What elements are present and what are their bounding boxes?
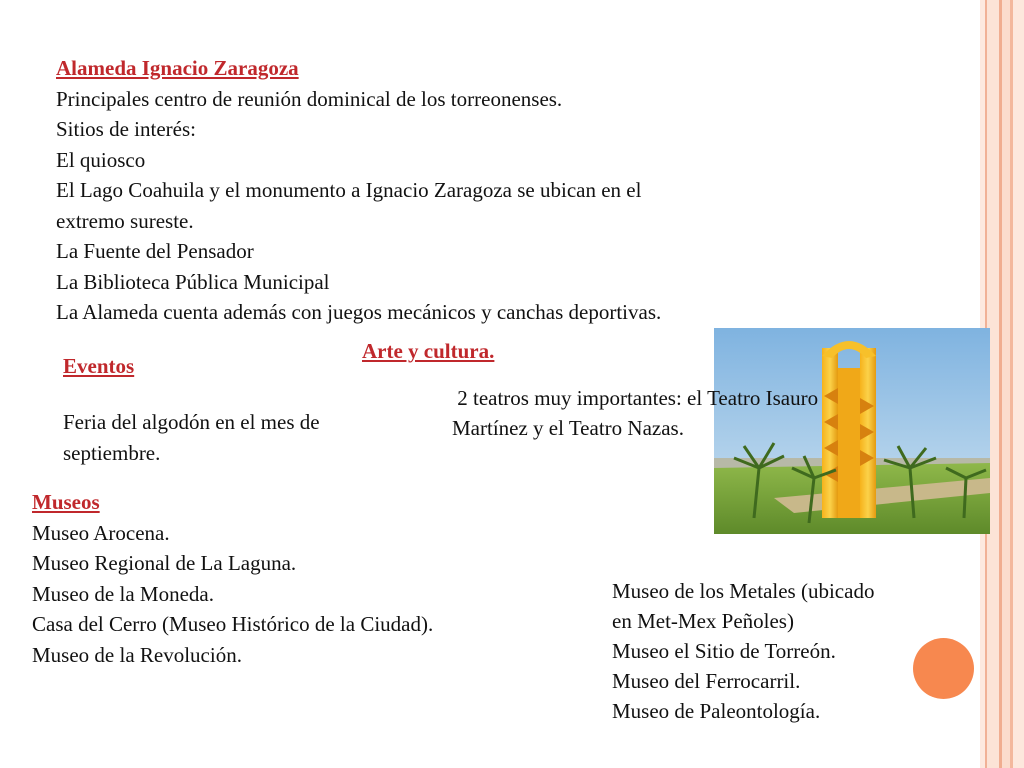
museo-item: Museo de la Revolución. [32,642,242,667]
arte-line: 2 teatros muy importantes: el Teatro Isauro [452,386,819,410]
arte-heading[interactable]: Arte y cultura. [362,339,495,363]
museo-item: Museo Arocena. [32,520,170,545]
eventos-body [63,407,320,468]
museo-item: Museo del Ferrocarril. [612,669,801,693]
museos-section [32,487,433,670]
eventos-line: septiembre. [63,440,161,465]
decorative-circle [913,638,974,699]
alameda-heading[interactable]: Alameda Ignacio Zaragoza [56,56,299,80]
museo-item: Museo Regional de La Laguna. [32,551,297,575]
alameda-section [56,53,661,328]
museos-extra-section [612,576,874,726]
eventos-heading-block [63,351,134,382]
arte-body [452,383,818,443]
alameda-line: Sitios de interés: [56,117,196,141]
alameda-line: El quiosco [56,147,146,172]
museo-item: en Met-Mex Peñoles) [612,609,794,633]
museo-item: Museo de los Metales (ubicado [612,579,875,603]
eventos-heading[interactable]: Eventos [63,354,135,378]
eventos-line: Feria del algodón en el mes de [63,410,320,434]
alameda-line: La Alameda cuenta además con juegos mecánicos y canchas deportivas. [56,300,662,324]
alameda-line: La Fuente del Pensador [56,239,254,263]
arte-line: Martínez y el Teatro Nazas. [452,416,684,440]
museo-item: Museo el Sitio de Torreón. [612,639,836,663]
arte-heading-block [362,336,494,366]
alameda-line: extremo sureste. [56,208,194,233]
museos-heading[interactable]: Museos [32,490,100,514]
museo-item: Museo de la Moneda. [32,581,214,606]
museo-item: Casa del Cerro (Museo Histórico de la Ciudad). [32,612,434,636]
alameda-line: La Biblioteca Pública Municipal [56,269,330,294]
museo-item: Museo de Paleontología. [612,699,821,723]
alameda-line: El Lago Coahuila y el monumento a Ignacio Zaragoza se ubican en el [56,178,642,202]
alameda-line: Principales centro de reunión dominical de los torreonenses. [56,86,563,111]
